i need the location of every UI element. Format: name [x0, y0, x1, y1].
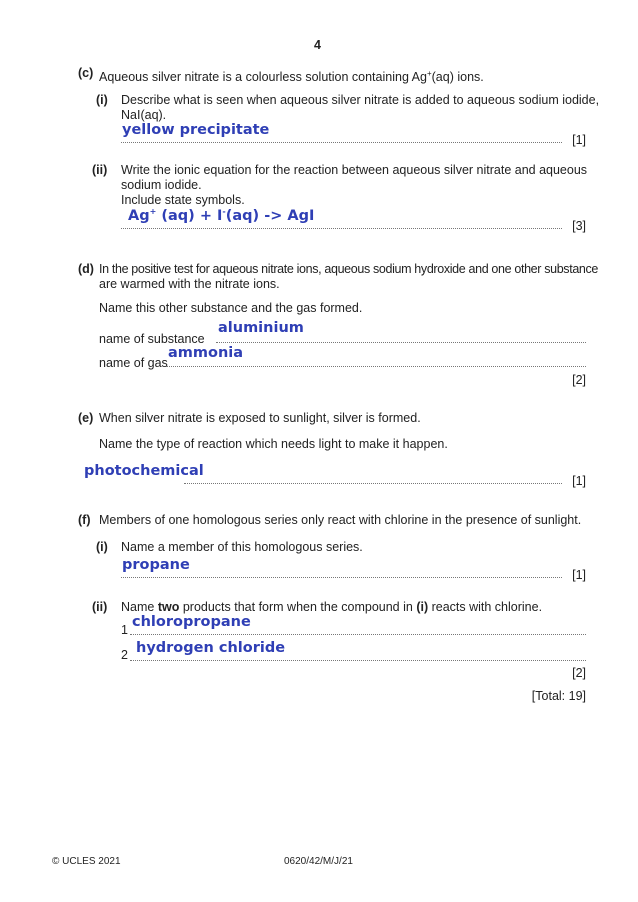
answer-line-c-ii [121, 228, 562, 229]
question-c-ii-line2: sodium iodide. [121, 178, 202, 192]
page-number: 4 [314, 38, 321, 52]
answer-c-ii: Ag+ (aq) + I-(aq) -> AgI [128, 207, 315, 224]
product-number-1: 1 [121, 623, 128, 637]
question-c-label: (c) [78, 66, 94, 80]
question-f-ii-label: (ii) [92, 600, 108, 614]
answer-line-f-ii-2 [130, 660, 586, 661]
product-number-2: 2 [121, 648, 128, 662]
question-d-line2: are warmed with the nitrate ions. [99, 277, 280, 291]
mark-f-ii: [2] [572, 666, 586, 680]
question-e-label: (e) [78, 411, 94, 425]
question-f-line1: Members of one homologous series only react with chlorine in the presence of sunlight. [99, 513, 582, 527]
answer-c-i: yellow precipitate [122, 122, 270, 138]
answer-e: photochemical [84, 463, 204, 479]
answer-substance: aluminium [218, 320, 304, 336]
footer-code: 0620/42/M/J/21 [284, 856, 353, 867]
question-f-i-label: (i) [96, 540, 108, 554]
question-d-label: (d) [78, 262, 94, 276]
answer-line-c-i [121, 142, 562, 143]
footer-copyright: © UCLES 2021 [52, 856, 121, 867]
question-d-line1: In the positive test for aqueous nitrate ions, aqueous sodium hydroxide and one other substance [99, 262, 599, 276]
answer-f-i: propane [122, 557, 190, 573]
answer-line-e [184, 483, 562, 484]
question-c-intro: Aqueous silver nitrate is a colourless solution containing Ag+(aq) ions. [99, 69, 484, 85]
answer-f-ii-2: hydrogen chloride [136, 640, 286, 656]
question-c-ii-line3: Include state symbols. [121, 193, 245, 207]
mark-f-i: [1] [572, 568, 586, 582]
answer-line-f-i [121, 577, 562, 578]
mark-c-ii: [3] [572, 219, 586, 233]
total-marks: [Total: 19] [531, 689, 586, 703]
answer-line-gas [166, 366, 586, 367]
question-c-ii-label: (ii) [92, 163, 108, 177]
question-e-prompt: Name the type of reaction which needs light to make it happen. [99, 437, 448, 451]
answer-gas: ammonia [168, 345, 244, 361]
mark-c-i: [1] [572, 133, 586, 147]
question-d-prompt: Name this other substance and the gas formed. [99, 301, 363, 315]
answer-line-f-ii-1 [130, 634, 586, 635]
question-e-line1: When silver nitrate is exposed to sunlight, silver is formed. [99, 411, 421, 425]
question-c-ii-line1: Write the ionic equation for the reaction between aqueous silver nitrate and aqueous [121, 163, 588, 177]
question-f-label: (f) [78, 513, 91, 527]
question-c-i-label: (i) [96, 93, 108, 107]
question-c-i-line1: Describe what is seen when aqueous silver nitrate is added to aqueous sodium iodide, [121, 93, 600, 107]
question-f-ii-prompt: Name two products that form when the compound in (i) reacts with chlorine. [121, 600, 543, 614]
question-f-i-line1: Name a member of this homologous series. [121, 540, 363, 554]
substance-label: name of substance [99, 332, 205, 346]
mark-d: [2] [572, 373, 586, 387]
mark-e: [1] [572, 474, 586, 488]
question-c-i-line2: NaI(aq). [121, 108, 167, 122]
answer-line-substance [216, 342, 586, 343]
answer-f-ii-1: chloropropane [132, 614, 251, 630]
gas-label: name of gas [99, 356, 168, 370]
